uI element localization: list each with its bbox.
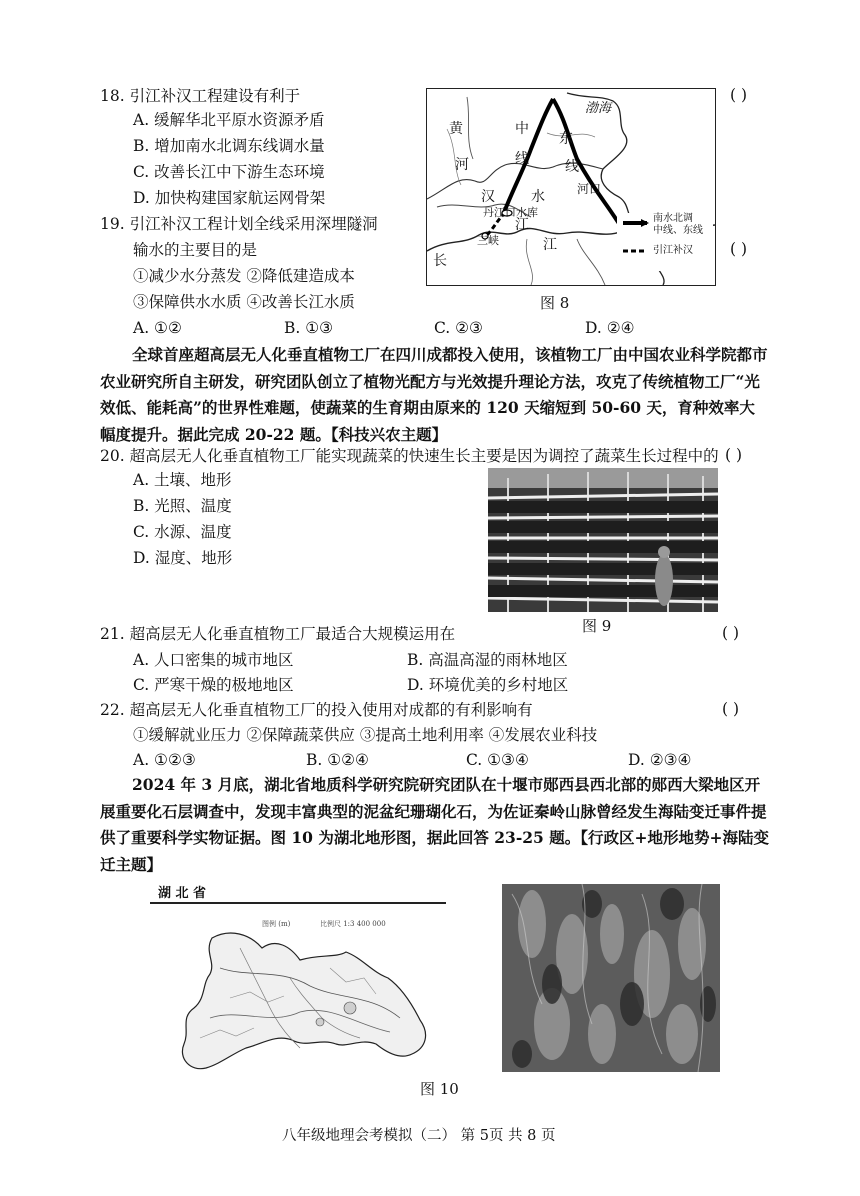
q18-option-b: B. 增加南水北调东线调水量 — [133, 137, 325, 155]
q18-stem: 18. 引江补汉工程建设有利于 — [100, 87, 301, 105]
q20-option-a: A. 土壤、地形 — [133, 471, 232, 489]
map8-label-jiang: 江 — [515, 217, 529, 233]
figure-9-caption: 图 9 — [582, 617, 612, 635]
map8-legend-route-2: 中线、东线 — [653, 225, 703, 236]
map8-label-xian1: 线 — [515, 151, 529, 167]
q19-stem-line1: 19. 引江补汉工程计划全线采用深埋隧洞 — [100, 215, 378, 233]
map8-label-dong: 东 — [559, 131, 573, 147]
q21-option-c: C. 严寒干燥的极地地区 — [133, 676, 294, 694]
map8-label-han: 汉 — [481, 189, 495, 205]
map8-label-shui: 水 — [531, 189, 545, 205]
q20-option-b: B. 光照、温度 — [133, 497, 232, 515]
q19-stem-line2: 输水的主要目的是 — [133, 241, 258, 259]
q19-option-b: B. ①③ — [284, 319, 334, 337]
q22-option-d: D. ②③④ — [628, 751, 692, 769]
map8-label-xian2: 线 — [565, 159, 579, 175]
figure-8-caption: 图 8 — [540, 294, 570, 312]
map8-label-bohai: 渤海 — [585, 101, 612, 116]
intro-paragraph-20-22: 全球首座超高层无人化垂直植物工厂在四川成都投入使用，该植物工厂由中国农业科学院都市农业研究所自主研发，研究团队创立了植物光配方与光效提升理论方法，攻克了传统植物工厂“光效低、能耗高”的世界性难题，使蔬菜的生育期由原来的 120 天缩短到 50-60 天，育种效率大幅度提升。据此完成 20-22 题。【科技兴农主题】 — [100, 345, 768, 444]
q22-items: ①缓解就业压力 ②保障蔬菜供应 ③提高土地利用率 ④发展农业科技 — [133, 726, 598, 744]
q21-option-b: B. 高温高湿的雨林地区 — [407, 651, 568, 669]
map8-label-heke: 河口 — [577, 182, 602, 196]
figure-9-photo — [488, 468, 718, 612]
map8-label-zhong: 中 — [515, 121, 529, 137]
q20-option-c: C. 水源、温度 — [133, 523, 232, 541]
map8-label-jiang2: 江 — [543, 237, 557, 253]
hubei-map-legend: 图例 (m) — [262, 920, 291, 928]
q19-items-2: ③保障供水水质 ④改善长江水质 — [133, 293, 355, 311]
q19-items-1: ①减少水分蒸发 ②降低建造成本 — [133, 267, 355, 285]
hubei-map-title: 湖 北 省 — [158, 886, 207, 901]
intro-paragraph-23-25: 2024 年 3 月底，湖北省地质科学研究院研究团队在十堰市郧西县西北部的郧西大梁地区开展重要化石层调查中，发现丰富典型的泥盆纪珊瑚化石，为佐证秦岭山脉曾经发生海陆变迁事件提供了重要科学实物证据。图 10 为湖北地形图，据此回答 23-25 题。【行政区+地形地势+海陆变迁主题】 — [100, 775, 769, 874]
map8-label-he: 河 — [455, 157, 469, 173]
page-footer: 八年级地理会考模拟（二） 第 5页 共 8 页 — [282, 1128, 556, 1144]
q18-option-c: C. 改善长江中下游生态环境 — [133, 163, 325, 181]
q19-option-d: D. ②④ — [585, 319, 635, 337]
q19-option-a: A. ①② — [133, 319, 182, 337]
q18-answer-paren[interactable]: ( ) — [730, 86, 748, 104]
q22-answer-paren[interactable]: ( ) — [722, 700, 740, 718]
q21-stem: 21. 超高层无人化垂直植物工厂最适合大规模运用在 — [100, 625, 456, 643]
coral-fossil-drawing — [502, 884, 720, 1072]
plant-factory-photo-drawing — [488, 468, 718, 612]
q19-answer-paren[interactable]: ( ) — [730, 240, 748, 258]
map8-label-danjiangkou: 丹江口水库 — [483, 206, 538, 219]
hubei-outline-drawing — [150, 908, 446, 1074]
q20-answer-paren[interactable]: ( ) — [725, 446, 743, 464]
map8-legend-route-1: 南水北调 — [653, 213, 693, 224]
hubei-map-scale: 比例尺 1:3 400 000 — [320, 920, 386, 928]
q22-stem: 22. 超高层无人化垂直植物工厂的投入使用对成都的有利影响有 — [100, 701, 533, 719]
q18-option-a: A. 缓解华北平原水资源矛盾 — [133, 111, 325, 129]
q18-option-d: D. 加快构建国家航运网骨架 — [133, 189, 326, 207]
figure-10-fossil-photo — [502, 884, 720, 1072]
q20-option-d: D. 湿度、地形 — [133, 549, 233, 567]
figure-8-map — [426, 88, 716, 286]
map8-legend-diversion: 引江补汉 — [653, 245, 693, 256]
q21-option-d: D. 环境优美的乡村地区 — [407, 676, 569, 694]
map8-label-chang: 长 — [433, 253, 447, 269]
map8-label-sanxia: 三峡 — [477, 234, 499, 247]
q22-option-b: B. ①②④ — [306, 751, 369, 769]
q22-option-c: C. ①③④ — [466, 751, 529, 769]
figure-10-hubei-map — [150, 878, 446, 1074]
q19-option-c: C. ②③ — [434, 319, 483, 337]
q21-answer-paren[interactable]: ( ) — [722, 624, 740, 642]
map8-label-huang: 黄 — [449, 121, 463, 137]
q21-option-a: A. 人口密集的城市地区 — [133, 651, 294, 669]
q20-stem: 20. 超高层无人化垂直植物工厂能实现蔬菜的快速生长主要是因为调控了蔬菜生长过程中的 — [100, 447, 719, 465]
figure-10-caption: 图 10 — [420, 1080, 459, 1098]
q22-option-a: A. ①②③ — [133, 751, 196, 769]
